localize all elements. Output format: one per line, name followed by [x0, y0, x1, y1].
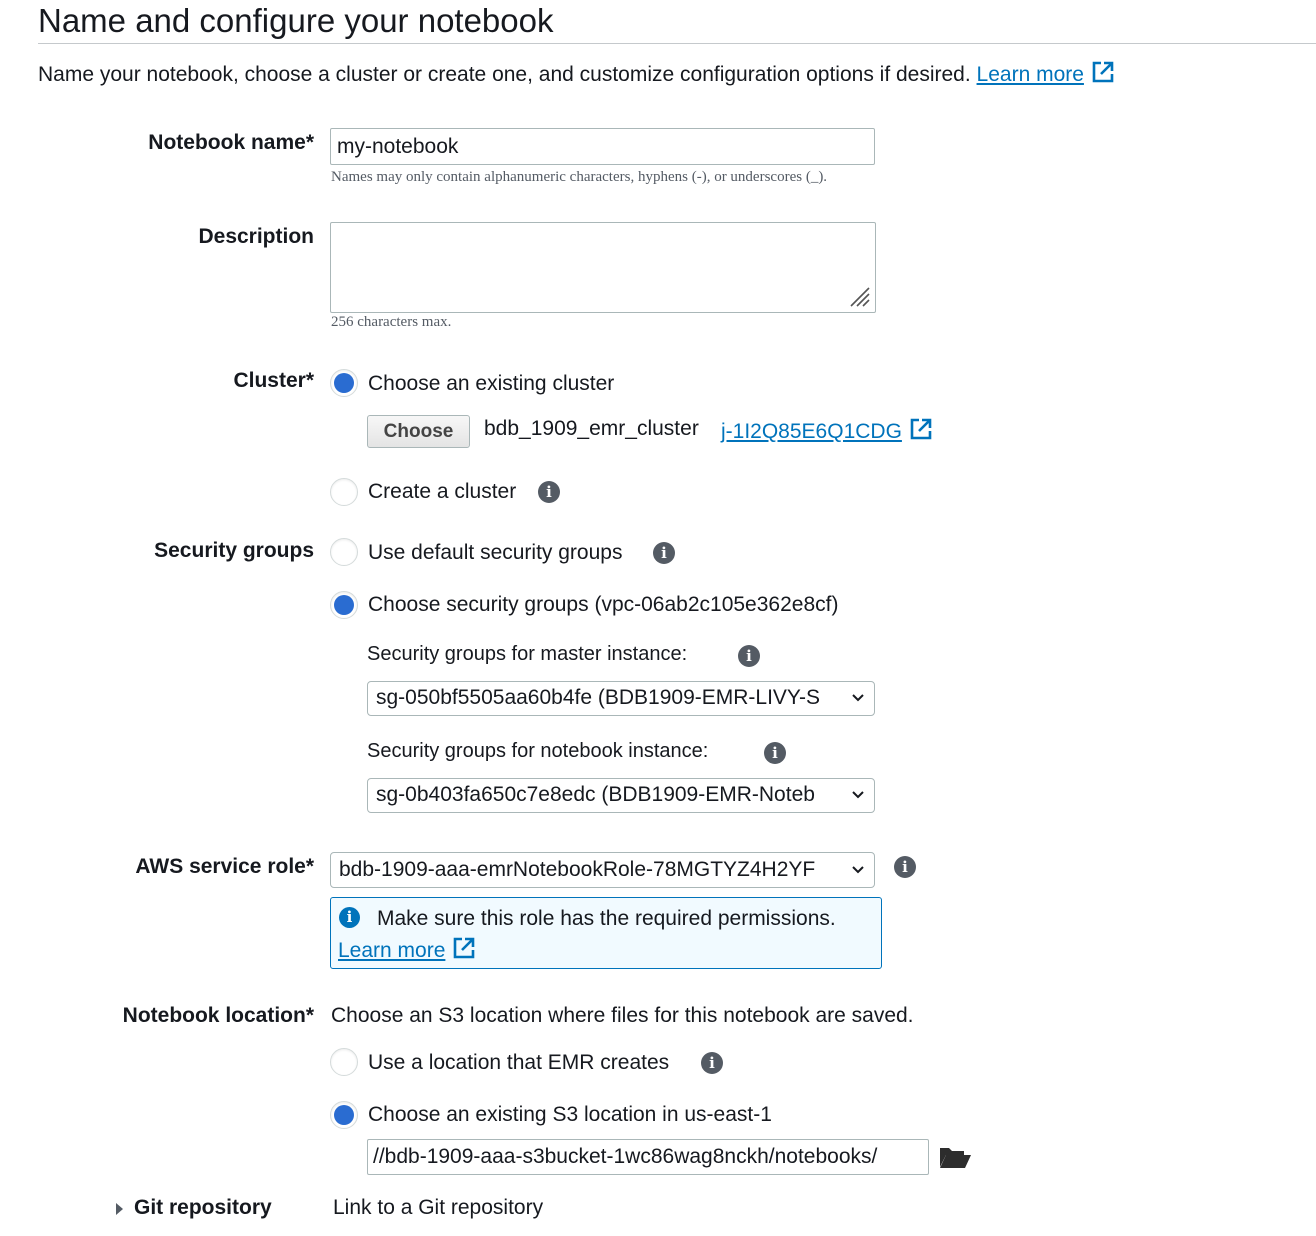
- info-icon: i: [339, 907, 360, 928]
- external-link-icon[interactable]: [1091, 60, 1115, 90]
- chevron-down-icon: [851, 779, 865, 813]
- external-link-icon[interactable]: [452, 936, 476, 966]
- notebook-sg-select[interactable]: [367, 778, 875, 813]
- folder-open-icon[interactable]: [938, 1143, 972, 1176]
- resize-handle[interactable]: [847, 284, 871, 308]
- notebook-name-input[interactable]: [330, 128, 875, 165]
- info-icon[interactable]: i: [764, 742, 786, 764]
- radio-create-cluster[interactable]: [330, 478, 358, 506]
- notebook-sg-value: sg-0b403fa650c7e8edc (BDB1909-EMR-Noteb: [376, 783, 815, 806]
- info-icon[interactable]: i: [538, 481, 560, 503]
- page-intro: [38, 60, 1115, 90]
- radio-existing-cluster[interactable]: [330, 369, 358, 397]
- service-role-alert: [330, 897, 882, 969]
- info-icon[interactable]: i: [701, 1052, 723, 1074]
- master-sg-value: sg-050bf5505aa60b4fe (BDB1909-EMR-LIVY-S: [376, 686, 821, 709]
- radio-s3-location[interactable]: [330, 1101, 358, 1129]
- info-icon[interactable]: i: [653, 542, 675, 564]
- s3-location-input[interactable]: [367, 1139, 929, 1175]
- notebook-name-label: Notebook name*: [148, 131, 314, 154]
- notebook-location-label: Notebook location*: [122, 1004, 314, 1027]
- cluster-id-link[interactable]: j-1I2Q85E6Q1CDG: [721, 420, 902, 443]
- title-divider: [38, 43, 1316, 44]
- chevron-down-icon: [851, 682, 865, 716]
- intro-text: Name your notebook, choose a cluster or create one, and customize configuration options if desired.: [38, 63, 971, 86]
- alert-link-wrap: [338, 936, 476, 966]
- cluster-label: Cluster*: [233, 369, 314, 392]
- cluster-name: bdb_1909_emr_cluster: [484, 417, 699, 440]
- page-title: Name and configure your notebook: [38, 2, 554, 39]
- cluster-id: [721, 417, 933, 447]
- radio-default-security-groups[interactable]: [330, 538, 358, 566]
- create-cluster-label: Create a cluster: [368, 480, 517, 503]
- description-label: Description: [198, 225, 314, 248]
- notebook-sg-label: Security groups for notebook instance:: [367, 740, 709, 762]
- master-sg-select[interactable]: [367, 681, 875, 716]
- service-role-select[interactable]: [330, 852, 875, 888]
- description-textarea[interactable]: [330, 222, 876, 313]
- notebook-name-hint: Names may only contain alphanumeric characters, hyphens (-), or underscores (_).: [331, 169, 828, 185]
- chevron-down-icon: [851, 853, 865, 888]
- alert-text: Make sure this role has the required permissions.: [377, 907, 836, 930]
- learn-more-link[interactable]: Learn more: [976, 63, 1084, 86]
- service-role-label: AWS service role*: [135, 855, 314, 878]
- git-repository-label[interactable]: Git repository: [134, 1196, 272, 1219]
- s3-location-label: Choose an existing S3 location in us-east-1: [368, 1103, 772, 1126]
- emr-location-label: Use a location that EMR creates: [368, 1051, 670, 1074]
- description-hint: 256 characters max.: [331, 314, 452, 330]
- default-security-groups-label: Use default security groups: [368, 541, 623, 564]
- radio-choose-security-groups[interactable]: [330, 591, 358, 619]
- radio-emr-location[interactable]: [330, 1048, 358, 1076]
- security-groups-label: Security groups: [154, 539, 314, 562]
- alert-learn-more-link[interactable]: Learn more: [338, 939, 446, 962]
- choose-cluster-button[interactable]: Choose: [367, 415, 470, 448]
- external-link-icon[interactable]: [909, 417, 933, 447]
- info-icon[interactable]: i: [894, 856, 916, 878]
- caret-right-icon[interactable]: [116, 1203, 123, 1215]
- master-sg-label: Security groups for master instance:: [367, 643, 688, 665]
- existing-cluster-label: Choose an existing cluster: [368, 372, 615, 395]
- git-repository-link[interactable]: Link to a Git repository: [333, 1196, 544, 1219]
- notebook-location-description: Choose an S3 location where files for this notebook are saved.: [331, 1004, 914, 1027]
- info-icon[interactable]: i: [738, 645, 760, 667]
- service-role-value: bdb-1909-aaa-emrNotebookRole-78MGTYZ4H2YF: [339, 858, 816, 881]
- choose-security-groups-label: Choose security groups (vpc-06ab2c105e362e8cf): [368, 593, 839, 616]
